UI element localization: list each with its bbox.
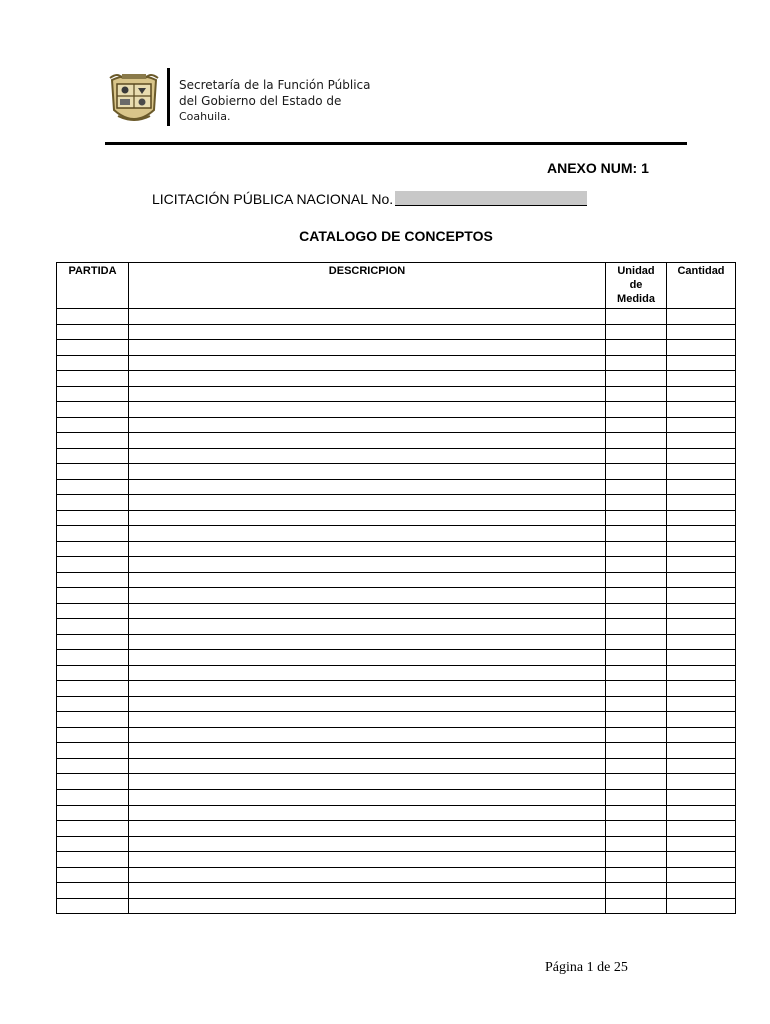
partida-cell[interactable] bbox=[57, 883, 129, 899]
cantidad-cell[interactable] bbox=[667, 758, 736, 774]
partida-cell[interactable] bbox=[57, 588, 129, 604]
descripcion-cell[interactable] bbox=[129, 603, 606, 619]
unidad-cell[interactable] bbox=[606, 665, 667, 681]
table-row bbox=[57, 541, 736, 557]
table-row bbox=[57, 821, 736, 837]
cantidad-cell[interactable] bbox=[667, 433, 736, 449]
partida-cell[interactable] bbox=[57, 433, 129, 449]
unidad-cell[interactable] bbox=[606, 448, 667, 464]
partida-cell[interactable] bbox=[57, 448, 129, 464]
unidad-cell[interactable] bbox=[606, 386, 667, 402]
table-row bbox=[57, 712, 736, 728]
partida-cell[interactable] bbox=[57, 758, 129, 774]
cantidad-cell[interactable] bbox=[667, 324, 736, 340]
table-row bbox=[57, 727, 736, 743]
partida-cell[interactable] bbox=[57, 402, 129, 418]
concepts-table bbox=[56, 262, 736, 914]
table-row bbox=[57, 867, 736, 883]
unidad-cell[interactable] bbox=[606, 727, 667, 743]
table-header-row bbox=[57, 263, 736, 309]
partida-cell[interactable] bbox=[57, 495, 129, 511]
partida-cell[interactable] bbox=[57, 324, 129, 340]
table-row bbox=[57, 681, 736, 697]
cantidad-cell[interactable] bbox=[667, 696, 736, 712]
table-row bbox=[57, 852, 736, 868]
descripcion-cell[interactable] bbox=[129, 371, 606, 387]
partida-cell[interactable] bbox=[57, 417, 129, 433]
partida-cell[interactable] bbox=[57, 743, 129, 759]
table-row bbox=[57, 495, 736, 511]
unidad-cell[interactable] bbox=[606, 758, 667, 774]
partida-cell[interactable] bbox=[57, 852, 129, 868]
unidad-cell[interactable] bbox=[606, 696, 667, 712]
cantidad-cell[interactable] bbox=[667, 572, 736, 588]
partida-cell[interactable] bbox=[57, 712, 129, 728]
unidad-cell[interactable] bbox=[606, 603, 667, 619]
unidad-cell[interactable] bbox=[606, 526, 667, 542]
unidad-cell[interactable] bbox=[606, 371, 667, 387]
descripcion-cell[interactable] bbox=[129, 867, 606, 883]
cantidad-cell[interactable] bbox=[667, 681, 736, 697]
unidad-cell[interactable] bbox=[606, 789, 667, 805]
cantidad-cell[interactable] bbox=[667, 479, 736, 495]
unidad-cell[interactable] bbox=[606, 712, 667, 728]
table-row bbox=[57, 572, 736, 588]
unidad-cell[interactable] bbox=[606, 821, 667, 837]
descripcion-cell[interactable] bbox=[129, 526, 606, 542]
unidad-cell[interactable] bbox=[606, 402, 667, 418]
partida-cell[interactable] bbox=[57, 696, 129, 712]
cantidad-cell[interactable] bbox=[667, 743, 736, 759]
partida-cell[interactable] bbox=[57, 386, 129, 402]
cantidad-cell[interactable] bbox=[667, 650, 736, 666]
table-row bbox=[57, 479, 736, 495]
header-divider bbox=[105, 142, 687, 145]
table-row bbox=[57, 464, 736, 480]
partida-cell[interactable] bbox=[57, 727, 129, 743]
org-line-3: Coahuila. bbox=[179, 110, 231, 123]
partida-cell[interactable] bbox=[57, 634, 129, 650]
table-body bbox=[57, 309, 736, 914]
tender-line bbox=[152, 191, 587, 207]
unidad-cell[interactable] bbox=[606, 479, 667, 495]
cantidad-cell[interactable] bbox=[667, 464, 736, 480]
cantidad-cell[interactable] bbox=[667, 805, 736, 821]
unidad-cell[interactable] bbox=[606, 743, 667, 759]
unidad-cell[interactable] bbox=[606, 588, 667, 604]
table-row bbox=[57, 603, 736, 619]
descripcion-cell[interactable] bbox=[129, 836, 606, 852]
unidad-cell[interactable] bbox=[606, 355, 667, 371]
table-row bbox=[57, 743, 736, 759]
table-row bbox=[57, 417, 736, 433]
cantidad-cell[interactable] bbox=[667, 665, 736, 681]
unidad-cell[interactable] bbox=[606, 852, 667, 868]
descripcion-cell[interactable] bbox=[129, 309, 606, 325]
descripcion-cell[interactable] bbox=[129, 883, 606, 899]
partida-cell[interactable] bbox=[57, 541, 129, 557]
cantidad-cell[interactable] bbox=[667, 309, 736, 325]
partida-cell[interactable] bbox=[57, 898, 129, 914]
organization-name bbox=[179, 77, 370, 125]
partida-cell[interactable] bbox=[57, 774, 129, 790]
partida-cell[interactable] bbox=[57, 479, 129, 495]
unidad-cell[interactable] bbox=[606, 510, 667, 526]
cantidad-cell[interactable] bbox=[667, 495, 736, 511]
unidad-cell[interactable] bbox=[606, 572, 667, 588]
descripcion-cell[interactable] bbox=[129, 495, 606, 511]
table-row bbox=[57, 448, 736, 464]
descripcion-cell[interactable] bbox=[129, 417, 606, 433]
descripcion-cell[interactable] bbox=[129, 681, 606, 697]
unidad-cell[interactable] bbox=[606, 433, 667, 449]
unidad-cell[interactable] bbox=[606, 619, 667, 635]
partida-cell[interactable] bbox=[57, 867, 129, 883]
descripcion-cell[interactable] bbox=[129, 324, 606, 340]
table-row bbox=[57, 433, 736, 449]
unidad-cell[interactable] bbox=[606, 557, 667, 573]
header-vertical-rule bbox=[167, 68, 170, 126]
cantidad-cell[interactable] bbox=[667, 588, 736, 604]
document-header bbox=[108, 68, 688, 128]
descripcion-cell[interactable] bbox=[129, 619, 606, 635]
table-row bbox=[57, 324, 736, 340]
column-header-unidad: Unidad de Medida bbox=[606, 263, 667, 309]
catalog-title: CATALOGO DE CONCEPTOS bbox=[299, 228, 493, 244]
descripcion-cell[interactable] bbox=[129, 665, 606, 681]
cantidad-cell[interactable] bbox=[667, 526, 736, 542]
descripcion-cell[interactable] bbox=[129, 448, 606, 464]
descripcion-cell[interactable] bbox=[129, 743, 606, 759]
coat-of-arms-icon bbox=[108, 70, 160, 128]
partida-cell[interactable] bbox=[57, 355, 129, 371]
descripcion-cell[interactable] bbox=[129, 433, 606, 449]
partida-cell[interactable] bbox=[57, 510, 129, 526]
cantidad-cell[interactable] bbox=[667, 541, 736, 557]
cantidad-cell[interactable] bbox=[667, 619, 736, 635]
cantidad-cell[interactable] bbox=[667, 355, 736, 371]
page-number: Página 1 de 25 bbox=[545, 960, 628, 975]
cantidad-cell[interactable] bbox=[667, 789, 736, 805]
partida-cell[interactable] bbox=[57, 665, 129, 681]
unidad-cell[interactable] bbox=[606, 340, 667, 356]
table-row bbox=[57, 696, 736, 712]
table-row bbox=[57, 588, 736, 604]
unidad-cell[interactable] bbox=[606, 634, 667, 650]
partida-cell[interactable] bbox=[57, 464, 129, 480]
partida-cell[interactable] bbox=[57, 681, 129, 697]
tender-label: LICITACIÓN PÚBLICA NACIONAL No. bbox=[152, 191, 394, 207]
unidad-cell[interactable] bbox=[606, 867, 667, 883]
descripcion-cell[interactable] bbox=[129, 774, 606, 790]
partida-cell[interactable] bbox=[57, 309, 129, 325]
cantidad-cell[interactable] bbox=[667, 448, 736, 464]
table-row bbox=[57, 758, 736, 774]
descripcion-cell[interactable] bbox=[129, 541, 606, 557]
annex-label: ANEXO NUM: 1 bbox=[547, 160, 649, 176]
descripcion-cell[interactable] bbox=[129, 510, 606, 526]
unidad-cell[interactable] bbox=[606, 650, 667, 666]
cantidad-cell[interactable] bbox=[667, 821, 736, 837]
descripcion-cell[interactable] bbox=[129, 386, 606, 402]
table-row bbox=[57, 789, 736, 805]
partida-cell[interactable] bbox=[57, 805, 129, 821]
unidad-cell[interactable] bbox=[606, 324, 667, 340]
descripcion-cell[interactable] bbox=[129, 402, 606, 418]
descripcion-cell[interactable] bbox=[129, 758, 606, 774]
partida-cell[interactable] bbox=[57, 340, 129, 356]
cantidad-cell[interactable] bbox=[667, 774, 736, 790]
table-row bbox=[57, 805, 736, 821]
cantidad-cell[interactable] bbox=[667, 867, 736, 883]
org-line-1: Secretaría de la Función Pública bbox=[179, 78, 371, 92]
cantidad-cell[interactable] bbox=[667, 386, 736, 402]
column-header-cantidad: Cantidad bbox=[667, 263, 736, 309]
descripcion-cell[interactable] bbox=[129, 464, 606, 480]
descripcion-cell[interactable] bbox=[129, 588, 606, 604]
table-row bbox=[57, 898, 736, 914]
descripcion-cell[interactable] bbox=[129, 572, 606, 588]
unidad-cell[interactable] bbox=[606, 836, 667, 852]
partida-cell[interactable] bbox=[57, 572, 129, 588]
table-row bbox=[57, 650, 736, 666]
partida-cell[interactable] bbox=[57, 557, 129, 573]
table-row bbox=[57, 402, 736, 418]
tender-number-field[interactable] bbox=[395, 191, 587, 206]
partida-cell[interactable] bbox=[57, 821, 129, 837]
unidad-cell[interactable] bbox=[606, 464, 667, 480]
descripcion-cell[interactable] bbox=[129, 805, 606, 821]
cantidad-cell[interactable] bbox=[667, 510, 736, 526]
unidad-cell[interactable] bbox=[606, 805, 667, 821]
partida-cell[interactable] bbox=[57, 371, 129, 387]
cantidad-cell[interactable] bbox=[667, 852, 736, 868]
cantidad-cell[interactable] bbox=[667, 898, 736, 914]
descripcion-cell[interactable] bbox=[129, 789, 606, 805]
descripcion-cell[interactable] bbox=[129, 557, 606, 573]
cantidad-cell[interactable] bbox=[667, 402, 736, 418]
unidad-cell[interactable] bbox=[606, 541, 667, 557]
cantidad-cell[interactable] bbox=[667, 371, 736, 387]
descripcion-cell[interactable] bbox=[129, 634, 606, 650]
cantidad-cell[interactable] bbox=[667, 727, 736, 743]
partida-cell[interactable] bbox=[57, 526, 129, 542]
descripcion-cell[interactable] bbox=[129, 479, 606, 495]
partida-cell[interactable] bbox=[57, 619, 129, 635]
partida-cell[interactable] bbox=[57, 650, 129, 666]
table-row bbox=[57, 340, 736, 356]
unidad-cell[interactable] bbox=[606, 883, 667, 899]
descripcion-cell[interactable] bbox=[129, 696, 606, 712]
cantidad-cell[interactable] bbox=[667, 417, 736, 433]
table-row bbox=[57, 309, 736, 325]
descripcion-cell[interactable] bbox=[129, 898, 606, 914]
table-row bbox=[57, 836, 736, 852]
unidad-cell[interactable] bbox=[606, 309, 667, 325]
cantidad-cell[interactable] bbox=[667, 340, 736, 356]
table-row bbox=[57, 355, 736, 371]
partida-cell[interactable] bbox=[57, 836, 129, 852]
descripcion-cell[interactable] bbox=[129, 712, 606, 728]
table-row bbox=[57, 774, 736, 790]
table-row bbox=[57, 371, 736, 387]
descripcion-cell[interactable] bbox=[129, 727, 606, 743]
unidad-cell[interactable] bbox=[606, 417, 667, 433]
descripcion-cell[interactable] bbox=[129, 340, 606, 356]
org-line-2: del Gobierno del Estado de bbox=[179, 94, 342, 108]
table-row bbox=[57, 557, 736, 573]
column-header-partida: PARTIDA bbox=[57, 263, 129, 309]
table-row bbox=[57, 634, 736, 650]
table-row bbox=[57, 665, 736, 681]
descripcion-cell[interactable] bbox=[129, 852, 606, 868]
partida-cell[interactable] bbox=[57, 603, 129, 619]
table-row bbox=[57, 883, 736, 899]
unidad-cell[interactable] bbox=[606, 681, 667, 697]
descripcion-cell[interactable] bbox=[129, 355, 606, 371]
unidad-cell[interactable] bbox=[606, 495, 667, 511]
table-row bbox=[57, 526, 736, 542]
unidad-cell[interactable] bbox=[606, 898, 667, 914]
cantidad-cell[interactable] bbox=[667, 836, 736, 852]
table-row bbox=[57, 510, 736, 526]
cantidad-cell[interactable] bbox=[667, 557, 736, 573]
column-header-descripcion: DESCRICPION bbox=[129, 263, 606, 309]
descripcion-cell[interactable] bbox=[129, 821, 606, 837]
cantidad-cell[interactable] bbox=[667, 634, 736, 650]
descripcion-cell[interactable] bbox=[129, 650, 606, 666]
cantidad-cell[interactable] bbox=[667, 603, 736, 619]
partida-cell[interactable] bbox=[57, 789, 129, 805]
cantidad-cell[interactable] bbox=[667, 712, 736, 728]
unidad-cell[interactable] bbox=[606, 774, 667, 790]
table-row bbox=[57, 619, 736, 635]
table-row bbox=[57, 386, 736, 402]
cantidad-cell[interactable] bbox=[667, 883, 736, 899]
